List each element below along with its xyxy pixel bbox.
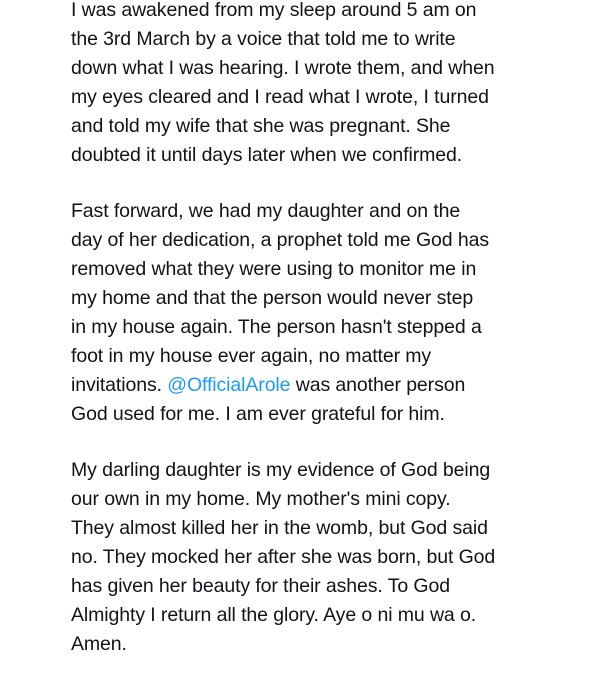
- text-line: in my house again. The person hasn't stepped a: [71, 316, 482, 338]
- text-line: Amen.: [71, 633, 127, 655]
- text-line: my eyes cleared and I read what I wrote, I turned: [71, 86, 489, 108]
- text-line: God used for me. I am ever grateful for him.: [71, 403, 445, 425]
- text-line: I was awakened from my sleep around 5 am on: [71, 0, 477, 21]
- text-line: doubted it until days later when we confirmed.: [71, 144, 463, 166]
- text-line: and told my wife that she was pregnant. She: [71, 115, 451, 137]
- text-line: our own in my home. My mother's mini copy.: [71, 488, 451, 510]
- mention-link-officialarole[interactable]: @OfficialArole: [167, 374, 291, 396]
- text-line: has given her beauty for their ashes. To God: [71, 575, 450, 597]
- paragraph-1: [71, 0, 599, 170]
- text-line: foot in my house ever again, no matter my: [71, 345, 432, 367]
- text-line: the 3rd March by a voice that told me to write: [71, 28, 456, 50]
- paragraph-2: [71, 197, 599, 429]
- text-line: My darling daughter is my evidence of God being: [71, 459, 491, 481]
- text-line-with-mention: [71, 371, 599, 400]
- text-line: day of her dedication, a prophet told me God has: [71, 229, 489, 251]
- mention-after-text: was another person: [290, 374, 466, 396]
- text-line: no. They mocked her after she was born, but God: [71, 546, 496, 568]
- post-body: [71, 0, 599, 686]
- text-line: Fast forward, we had my daughter and on the: [71, 200, 461, 222]
- paragraph-3: [71, 456, 599, 659]
- text-line: down what I was hearing. I wrote them, and when: [71, 57, 495, 79]
- mention-before-text: invitations.: [71, 374, 168, 396]
- text-line: They almost killed her in the womb, but God said: [71, 517, 488, 539]
- text-line: my home and that the person would never step: [71, 287, 474, 309]
- text-line: removed what they were using to monitor me in: [71, 258, 477, 280]
- text-line: Almighty I return all the glory. Aye o ni mu wa o.: [71, 604, 477, 626]
